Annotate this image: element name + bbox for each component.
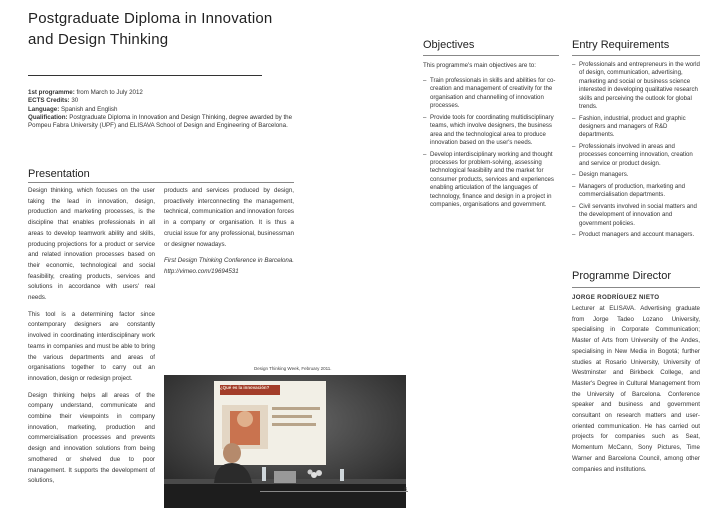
presentation-heading: Presentation bbox=[28, 168, 90, 180]
director-rule bbox=[572, 287, 700, 288]
meta-programme bbox=[28, 89, 294, 97]
meta-qualification-label: Qualification: bbox=[28, 113, 68, 121]
presentation-paragraph-1: Design thinking, which focuses on the user taking the lead in innovation, design, production and marketing processes, is the discipline that enables professionals in all areas to develop teamwork ability and skills, producing projections for a product or service and related innovation processes based on their economic, technological and social feasibility, creating products, services and solutions in accordance with users' real needs. bbox=[28, 187, 155, 302]
meta-credits bbox=[28, 97, 294, 105]
programme-meta bbox=[28, 89, 294, 130]
entry-item: – Managers of production, marketing and commercialisation departments. bbox=[572, 183, 702, 200]
meta-credits-label: ECTS Credits: bbox=[28, 97, 70, 105]
entry-list bbox=[572, 61, 702, 243]
title-line-2: and Design Thinking bbox=[28, 31, 169, 48]
meta-language bbox=[28, 106, 294, 114]
title-line-1: Postgraduate Diploma in Innovation bbox=[28, 10, 273, 27]
conference-photo-illustration bbox=[164, 375, 406, 508]
entry-item: – Professionals and entrepreneurs in the world of design, communication, advertising, marketing and social or business science interested in developing qualitative research skills and perceiving the outlook for global trends. bbox=[572, 61, 702, 111]
meta-programme-label: 1st programme: bbox=[28, 89, 75, 96]
director-bio: Lecturer at ELISAVA. Advertising graduate from Jorge Tadeo Lozano University, specialising in Corporate Communication; Master of Arts from University of the Andes, specialising in New Media in Bogotá; further studies at Rosario University, University of Westminster and Birkbeck College, and Master's Degree in Cultural Management from the University of Barcelona. Conference speaker and business and government consultant on research matters and user-oriented communication. He has carried out projects for companies such as Seat, Momentum McCann, Sony Pictures, Time Warner and Barcelona Council, among other companies and institutions. bbox=[572, 305, 700, 473]
objectives-rule bbox=[423, 55, 559, 56]
title-rule bbox=[28, 75, 262, 76]
entry-item: – Civil servants involved in social matters and the development of innovation and government policies. bbox=[572, 203, 702, 228]
meta-qualification bbox=[28, 114, 294, 131]
meta-language-value: Spanish and English bbox=[59, 105, 118, 113]
presentation-rule bbox=[28, 182, 294, 183]
photo-rule bbox=[260, 491, 408, 492]
presentation-paragraph-3: Design thinking helps all areas of the company understand, communicate and combine their viewpoints in company innovation, marketing, production and commercialisation processes and prevents design and innovation solutions from being smothered or shelved due to poor management. It supports the development of solutions, bbox=[28, 391, 155, 485]
entry-rule bbox=[572, 55, 700, 56]
presentation-column-1 bbox=[28, 186, 155, 493]
objective-item: – Train professionals in skills and abilities for co-creation and management of creativity for the organisation and channelling of innovation processes. bbox=[423, 77, 560, 111]
objective-item: – Develop interdisciplinary working and thought processes for problem-solving, assessing technological feasibility and the market for consumer products, services and experiences enabling articulation of the languages of technology, finance and design in a project in companies, organisations and government. bbox=[423, 151, 560, 210]
presentation-column-2 bbox=[164, 186, 294, 284]
objectives-heading: Objectives bbox=[423, 39, 475, 51]
entry-heading: Entry Requirements bbox=[572, 39, 670, 51]
presentation-paragraph-4: products and services produced by design, proactively interconnecting the management, technical, communication and innovation forces in a company or organisation. It is thus a crucial issue for any professional, businessman or designer nowadays. bbox=[164, 187, 295, 248]
meta-programme-value: from March to July 2012 bbox=[74, 89, 143, 96]
director-name: JORGE RODRÍGUEZ NIETO bbox=[572, 294, 660, 301]
entry-item: – Design managers. bbox=[572, 171, 702, 179]
entry-item: – Fashion, industrial, product and graphic designers and managers of R&D departments. bbox=[572, 115, 702, 140]
director-heading: Programme Director bbox=[572, 270, 672, 282]
conference-photo bbox=[164, 375, 406, 508]
objectives-list bbox=[423, 77, 560, 213]
entry-item: – Product managers and account managers. bbox=[572, 231, 702, 239]
screen-slide-text: ¿Qué es la innovación? bbox=[220, 385, 270, 390]
meta-qualification-value: Postgraduate Diploma in Innovation and Design Thinking, degree awarded by the Pompeu Fabra University (UPF) and ELISAVA School of Design and Engineering of Barcelona. bbox=[28, 113, 293, 130]
page-title bbox=[28, 8, 272, 50]
meta-language-label: Language: bbox=[28, 105, 60, 113]
photo-caption: Design Thinking Week, February 2011. bbox=[254, 366, 332, 371]
objectives-intro: This programme's main objectives are to: bbox=[423, 62, 536, 69]
conference-link-text[interactable]: First Design Thinking Conference in Barcelona. http://vimeo.com/19694531 bbox=[164, 257, 294, 275]
presentation-paragraph-2: This tool is a determining factor since contemporary designers are constantly involved in coordinating interdisciplinary work teams in companies and must be able to bring the various departments and areas of organisations together to carry out an innovation, design or redesign project. bbox=[28, 310, 155, 382]
page-number: 8 bbox=[404, 487, 407, 493]
meta-credits-value: 30 bbox=[69, 97, 79, 105]
entry-item: – Professionals involved in areas and processes concerning innovation, creation and service or product design. bbox=[572, 143, 702, 168]
objective-item: – Provide tools for coordinating multidisciplinary teams, which involve designers, the business area and the technological area to produce innovation based on the user's needs. bbox=[423, 114, 560, 148]
